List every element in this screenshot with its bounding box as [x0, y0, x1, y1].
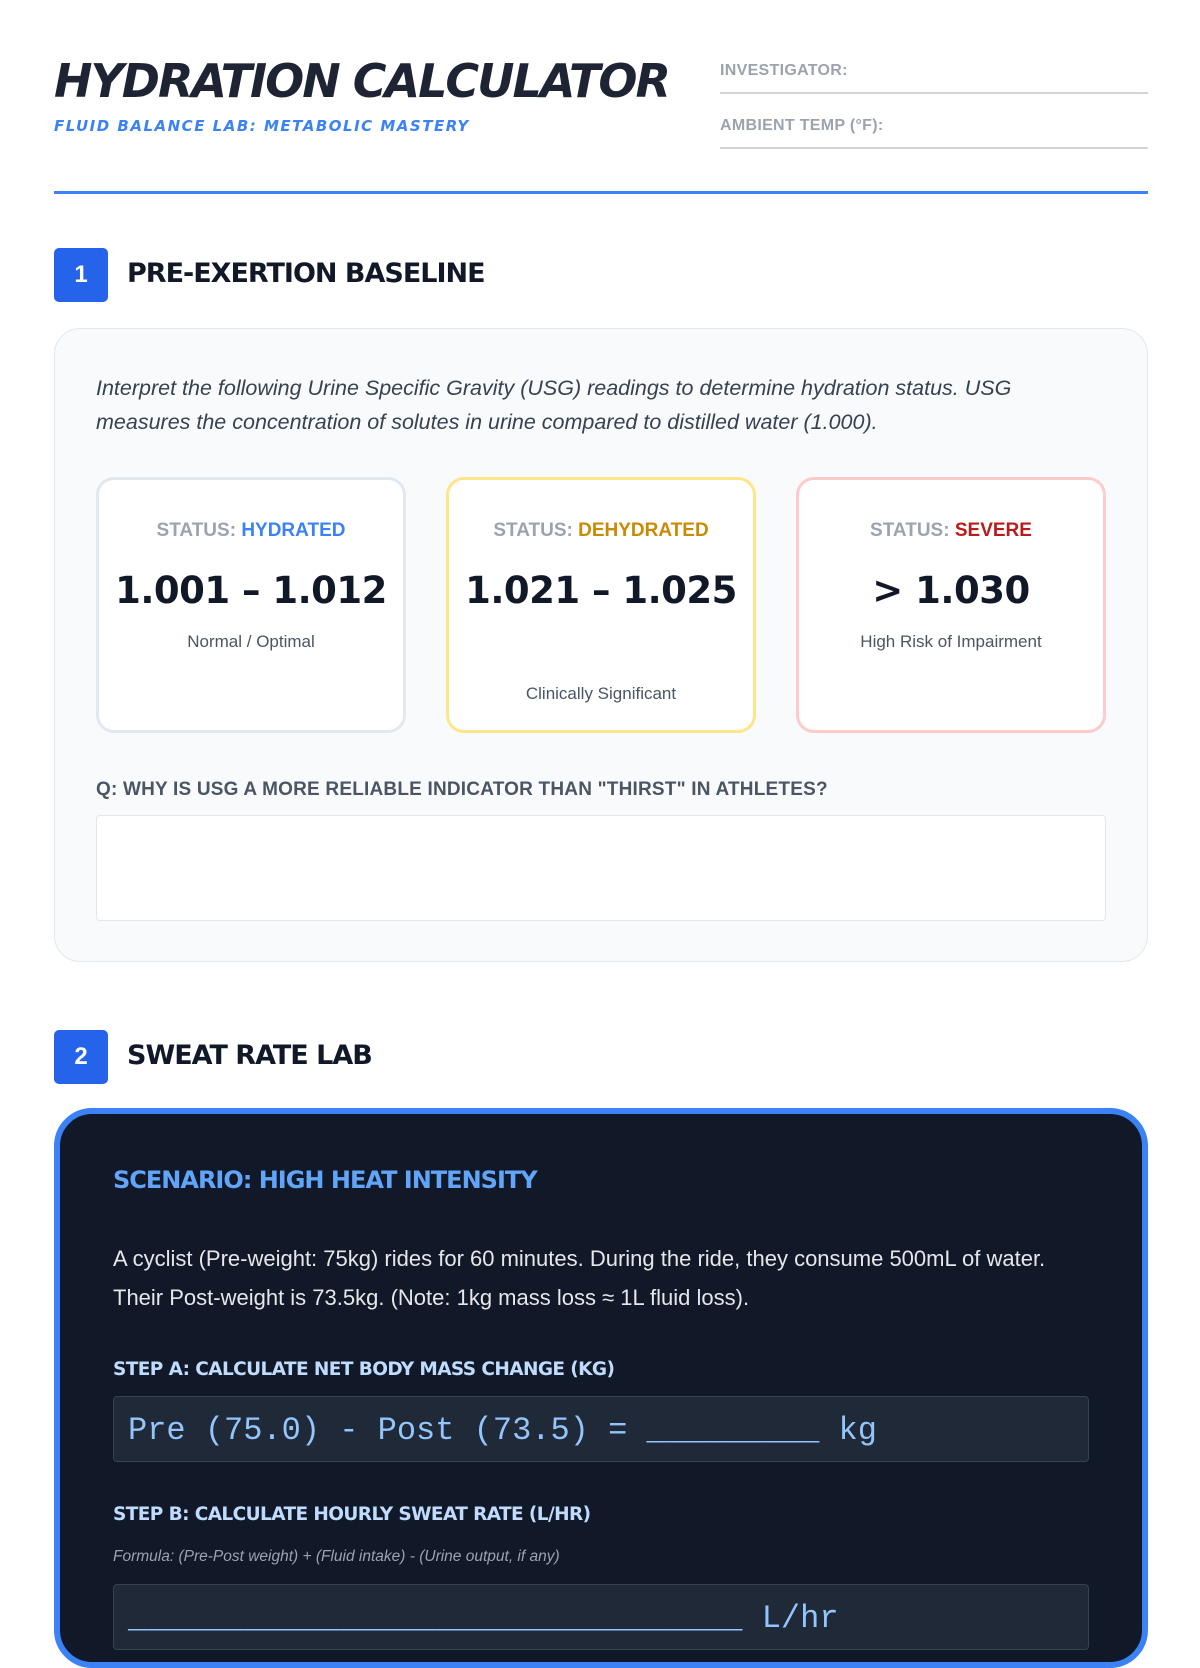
- usg-answer-field[interactable]: [96, 815, 1106, 921]
- range-note: High Risk of Impairment: [860, 632, 1042, 651]
- section-2-heading: [54, 1030, 854, 1084]
- section-title: SWEAT RATE LAB: [127, 1040, 372, 1071]
- section-1-heading: [54, 248, 854, 302]
- page-subtitle: FLUID BALANCE LAB: METABOLIC MASTERY: [54, 117, 470, 135]
- investigator-field[interactable]: [720, 54, 1148, 94]
- usg-range: > 1.030: [872, 569, 1030, 612]
- status-prefix: STATUS:: [870, 520, 950, 541]
- usg-range: 1.021 – 1.025: [465, 569, 737, 612]
- status-prefix: STATUS:: [156, 520, 237, 541]
- status-card-severe: [796, 477, 1106, 733]
- step-b-formula: Formula: (Pre-Post weight) + (Fluid intake) - (Urine output, if any): [113, 1548, 560, 1565]
- step-a-expression: Pre (75.0) - Post (73.5) = _________ kg: [128, 1412, 877, 1449]
- section-title: PRE-EXERTION BASELINE: [127, 258, 485, 289]
- usg-intro-text: Interpret the following Urine Specific Gravity (USG) readings to determine hydration status. USG measures the concentration of solutes in urine compared to distilled water (1.000).: [96, 376, 1012, 434]
- sweat-rate-panel: [54, 1108, 1148, 1668]
- baseline-panel: [54, 328, 1148, 962]
- step-a-label: STEP A: CALCULATE NET BODY MASS CHANGE (KG): [113, 1359, 615, 1380]
- scenario-title: SCENARIO: HIGH HEAT INTENSITY: [113, 1166, 537, 1194]
- range-note: Clinically Significant: [525, 684, 677, 703]
- status-card-dehydrated: [446, 477, 756, 733]
- range-note: Normal / Optimal: [187, 632, 315, 651]
- usg-question: Q: WHY IS USG A MORE RELIABLE INDICATOR THAN "THIRST" IN ATHLETES?: [96, 779, 828, 800]
- scenario-text: A cyclist (Pre-weight: 75kg) rides for 60 minutes. During the ride, they consume 500mL of water. Their Post-weight is 73.5kg. (Note: 1kg mass loss ≈ 1L fluid loss).: [113, 1246, 1046, 1310]
- step-b-label: STEP B: CALCULATE HOURLY SWEAT RATE (L/HR): [113, 1504, 591, 1525]
- worksheet-header: [54, 0, 1148, 194]
- status-card-hydrated: [96, 477, 406, 733]
- ambient-temp-field[interactable]: [720, 109, 1148, 149]
- step-b-answer-field[interactable]: [113, 1584, 1089, 1650]
- status-value: DEHYDRATED: [578, 520, 709, 541]
- status-prefix: STATUS:: [493, 520, 573, 541]
- status-line: [99, 520, 403, 542]
- investigator-label: INVESTIGATOR:: [720, 62, 848, 79]
- status-line: [799, 520, 1103, 542]
- section-number-badge: 1: [54, 248, 108, 302]
- worksheet-page: [54, 0, 1148, 1637]
- page-title: HYDRATION CALCULATOR: [54, 54, 669, 108]
- step-b-expression: ________________________________ L/hr: [128, 1600, 839, 1637]
- section-number-badge: 2: [54, 1030, 108, 1084]
- status-line: [449, 520, 753, 542]
- step-a-answer-field[interactable]: [113, 1396, 1089, 1462]
- status-value: HYDRATED: [241, 520, 346, 541]
- usg-range: 1.001 – 1.012: [115, 569, 387, 612]
- ambient-temp-label: AMBIENT TEMP (°F):: [720, 117, 884, 134]
- status-value: SEVERE: [954, 520, 1032, 541]
